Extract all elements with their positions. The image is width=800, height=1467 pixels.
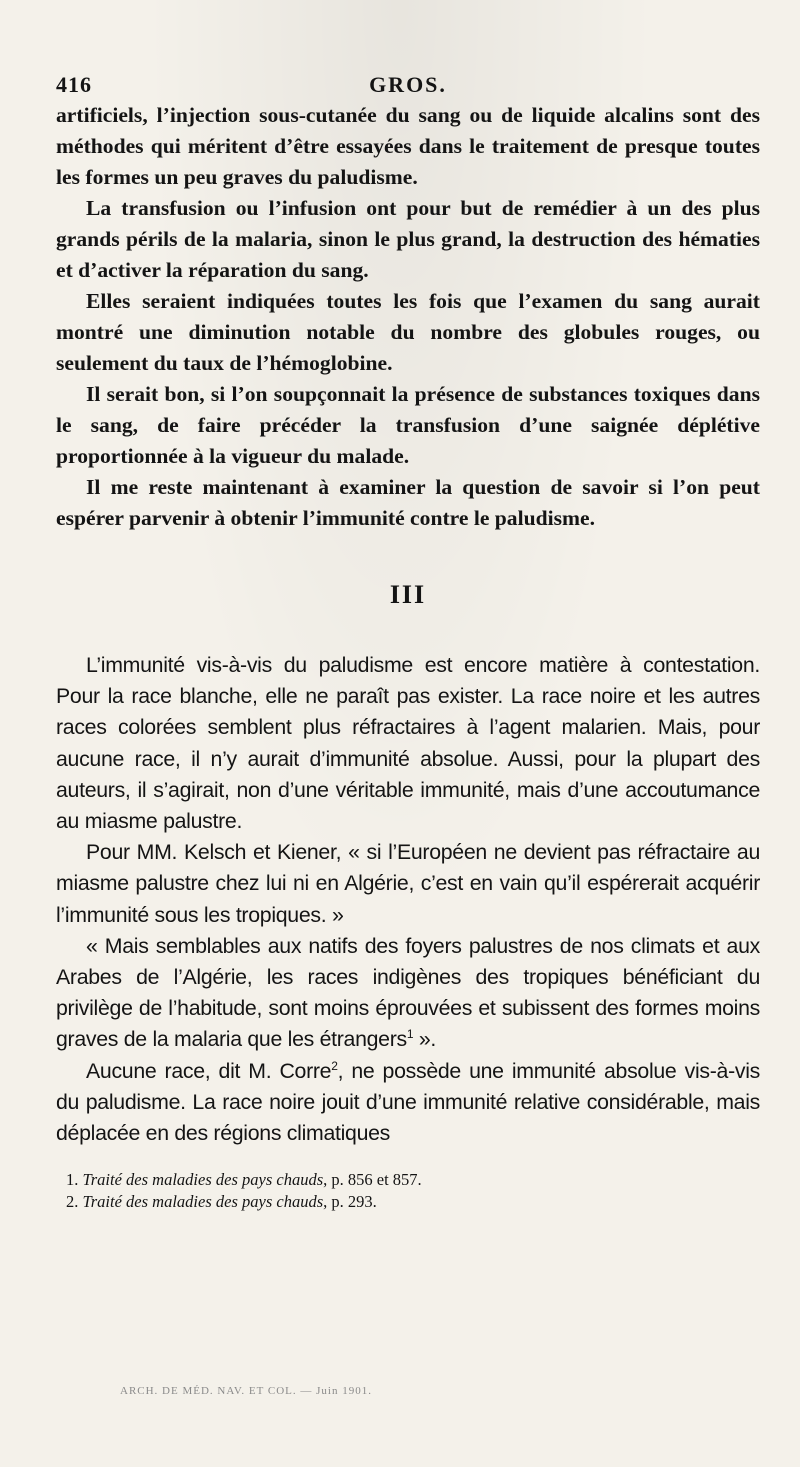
footnote-number: 2.: [66, 1192, 79, 1212]
footnote-title: Traité des maladies des pays chauds: [82, 1192, 324, 1212]
paragraph: La transfusion ou l’infusion ont pour but de remédier à un des plus grands périls de la malaria, sinon le plus grand, la destruction des hématies et d’activer la réparation du sang.: [56, 196, 760, 282]
footnote-pages: , p. 856 et 857.: [323, 1170, 422, 1190]
paragraph: Il serait bon, si l’on soupçonnait la présence de substances toxiques dans le sang, de faire précéder la transfusion d’une saignée déplétive proportionnée à la vigueur du malade.: [56, 382, 760, 468]
footnote: [66, 1191, 760, 1213]
running-head-author: GROS.: [369, 72, 447, 97]
running-head: [56, 60, 760, 100]
quote-close: ».: [413, 1027, 437, 1052]
paragraph-text: « Mais semblables aux natifs des foyers palustres de nos climats et aux Arabes de l’Algérie, les races indigènes des tropiques bénéficiant du privilège de l’habitude, sont moins éprouvées et subissent des formes moins graves de la malaria que les étrangers: [56, 933, 760, 1052]
section-heading: III: [389, 580, 427, 609]
body-text-part-2: [56, 650, 760, 1149]
paragraph: Elles seraient indiquées toutes les fois que l’examen du sang aurait montré une diminution notable du nombre des globules rouges, ou seulement du taux de l’hémoglobine.: [56, 289, 760, 375]
page-number: 416: [56, 72, 92, 97]
footnote-title: Traité des maladies des pays chauds: [82, 1170, 324, 1190]
footnote-pages: , p. 293.: [323, 1192, 377, 1212]
footnote-marker: 1: [406, 1027, 414, 1042]
paragraph: artificiels, l’injection sous-cutanée du sang ou de liquide alcalins sont des méthodes qui méritent d’être essayées dans le traitement de presque toutes les formes un peu graves du paludisme.: [56, 103, 760, 189]
footnote-marker: 2: [331, 1058, 338, 1073]
paragraph-text: , ne possède une immunité absolue vis-à-vis du paludisme. La race noire jouit d’une immunité relative considérable, mais déplacée en des régions climatiques: [56, 1058, 760, 1146]
bleed-through-text: ARCH. DE MÉD. NAV. ET COL. — Juin 1901.: [120, 1385, 372, 1397]
footnote-number: 1.: [66, 1170, 79, 1190]
footnotes: [56, 1169, 760, 1213]
footnote: [66, 1169, 760, 1191]
paragraph: Il me reste maintenant à examiner la question de savoir si l’on peut espérer parvenir à obtenir l’immunité contre le paludisme.: [56, 475, 760, 530]
paragraph: [56, 1056, 760, 1150]
body-text-part-1: [56, 100, 760, 534]
paragraph: Pour MM. Kelsch et Kiener, « si l’Européen ne devient pas réfractaire au miasme palustre chez lui ni en Algérie, c’est en vain qu’il espérerait acquérir l’immunité sous les tropiques. »: [56, 840, 760, 927]
paragraph-text: Aucune race, dit M. Corre: [86, 1058, 332, 1083]
paragraph: [56, 931, 760, 1056]
paragraph: L’immunité vis-à-vis du paludisme est encore matière à contestation. Pour la race blanche, elle ne paraît pas exister. La race noire et les autres races colorées semblent plus réfractaires à l’agent malarien. Mais, pour aucune race, il n’y aurait d’immunité absolue. Aussi, pour la plupart des auteurs, il s’agirait, non d’une véritable immunité, mais d’une accoutumance au miasme palustre.: [56, 653, 760, 834]
